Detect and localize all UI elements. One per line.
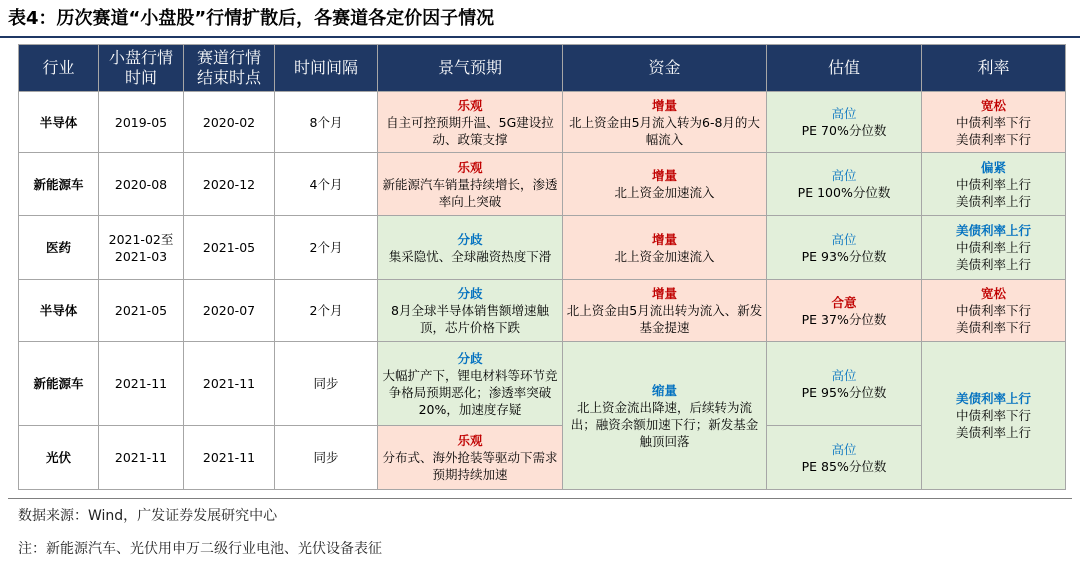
header-track-end (184, 45, 275, 92)
capital-cell (563, 216, 767, 280)
rate-line: 美债利率上行 (955, 193, 1031, 209)
start-cell: 2020-08 (99, 153, 184, 216)
end-cell: 2021-11 (184, 342, 275, 426)
header-text: 小盘行情 时间 (108, 48, 173, 87)
capital-cell (563, 153, 767, 216)
table-row (19, 153, 1066, 216)
table-row (19, 426, 1066, 490)
valuation-text: PE 93%分位数 (801, 248, 887, 264)
sentiment-text: 集采隐忧、全球融资热度下滑 (388, 248, 552, 264)
rate-label: 宽松 (980, 97, 1006, 113)
valuation-text: PE 85%分位数 (801, 458, 887, 474)
interval-cell: 4个月 (275, 153, 378, 216)
valuation-label: 高位 (831, 441, 857, 457)
start-cell: 2021-11 (99, 342, 184, 426)
end-cell: 2020-02 (184, 92, 275, 153)
rate-line: 美债利率上行 (955, 425, 1031, 440)
header-industry: 行业 (19, 45, 99, 92)
capital-label: 增量 (651, 168, 677, 183)
valuation-cell (767, 342, 922, 426)
table-row (19, 280, 1066, 342)
valuation-cell (767, 280, 922, 342)
start-cell: 2021-05 (99, 280, 184, 342)
table-title: 表4：历次赛道“小盘股”行情扩散后，各赛道各定价因子情况 (8, 8, 495, 29)
table-row (19, 92, 1066, 153)
sentiment-cell (378, 426, 563, 490)
valuation-label: 高位 (831, 168, 857, 183)
start-cell (99, 216, 184, 280)
valuation-cell (767, 153, 922, 216)
sentiment-label: 分歧 (457, 350, 483, 366)
sentiment-cell (378, 342, 563, 426)
valuation-label: 高位 (831, 367, 857, 383)
rate-label: 美债利率上行 (955, 223, 1031, 238)
source-divider (8, 498, 1072, 499)
capital-merged-cell (563, 342, 767, 490)
rate-cell (922, 280, 1066, 342)
rate-line: 美债利率下行 (955, 131, 1031, 147)
capital-label: 增量 (651, 231, 677, 247)
rate-label: 偏紧 (980, 159, 1006, 175)
capital-label: 缩量 (651, 382, 677, 398)
header-valuation: 估值 (767, 45, 922, 92)
capital-text: 北上资金流出降速，后续转为流出；融资余额加速下行；新发基金触顶回落 (570, 399, 759, 449)
header-row (19, 45, 1066, 92)
sentiment-text: 自主可控预期升温、5G建设拉动、政策支撑 (386, 114, 554, 147)
end-cell: 2020-12 (184, 153, 275, 216)
start-cell: 2019-05 (99, 92, 184, 153)
capital-label: 增量 (651, 286, 677, 301)
rate-line: 中债利率下行 (955, 114, 1031, 130)
header-smallcap-period (99, 45, 184, 92)
interval-cell: 2个月 (275, 216, 378, 280)
capital-text: 北上资金由5月流入转为6-8月的大幅流入 (569, 114, 760, 147)
rate-cell (922, 216, 1066, 280)
valuation-text: PE 70%分位数 (801, 123, 887, 138)
industry-cell: 新能源车 (19, 153, 99, 216)
industry-cell: 半导体 (19, 92, 99, 153)
sentiment-text: 新能源汽车销量持续增长，渗透率向上突破 (382, 176, 558, 209)
end-cell: 2021-05 (184, 216, 275, 280)
header-capital: 资金 (563, 45, 767, 92)
sentiment-text: 大幅扩产下，锂电材料等环节竞争格局预期恶化；渗透率突破20%，加速度存疑 (382, 367, 558, 417)
valuation-label: 合意 (831, 294, 857, 310)
rate-merged-cell (922, 342, 1066, 490)
capital-text: 北上资金加速流入 (614, 185, 715, 200)
capital-cell (563, 280, 767, 342)
rate-line: 中债利率上行 (955, 176, 1031, 192)
valuation-text: PE 37%分位数 (801, 311, 887, 327)
sentiment-cell (378, 216, 563, 280)
multiline-text: 2021-02至 2021-03 (108, 231, 174, 264)
capital-text: 北上资金加速流入 (614, 248, 715, 264)
sentiment-label: 乐观 (457, 433, 483, 448)
header-text: 赛道行情 结束时点 (196, 48, 261, 87)
interval-cell: 同步 (275, 342, 378, 426)
valuation-text: PE 100%分位数 (797, 185, 891, 200)
end-cell: 2021-11 (184, 426, 275, 490)
rate-cell (922, 153, 1066, 216)
rate-line: 中债利率上行 (955, 240, 1031, 255)
sentiment-label: 乐观 (457, 97, 483, 113)
interval-cell: 同步 (275, 426, 378, 490)
header-sentiment: 景气预期 (378, 45, 563, 92)
valuation-label: 高位 (831, 106, 857, 121)
interval-cell: 8个月 (275, 92, 378, 153)
valuation-label: 高位 (831, 231, 857, 247)
sentiment-text: 分布式、海外抢装等驱动下需求预期持续加速 (382, 450, 558, 482)
sentiment-label: 分歧 (457, 286, 483, 301)
industry-cell: 半导体 (19, 280, 99, 342)
header-interval: 时间间隔 (275, 45, 378, 92)
sentiment-cell (378, 92, 563, 153)
sentiment-cell (378, 280, 563, 342)
table-row (19, 216, 1066, 280)
end-cell: 2020-07 (184, 280, 275, 342)
rate-line: 美债利率上行 (955, 257, 1031, 272)
sentiment-label: 乐观 (457, 159, 483, 175)
source-note: 数据来源：Wind，广发证券发展研究中心 (18, 508, 278, 524)
industry-cell: 新能源车 (19, 342, 99, 426)
rate-label: 宽松 (980, 286, 1006, 301)
footnote: 注：新能源汽车、光伏用申万二级行业电池、光伏设备表征 (18, 541, 382, 557)
sentiment-text: 8月全球半导体销售额增速触顶，芯片价格下跌 (391, 303, 549, 335)
valuation-cell (767, 216, 922, 280)
valuation-cell (767, 92, 922, 153)
title-divider (0, 36, 1080, 38)
industry-cell: 光伏 (19, 426, 99, 490)
capital-text: 北上资金由5月流出转为流入、新发基金提速 (566, 303, 763, 335)
rate-line: 中债利率下行 (955, 303, 1031, 318)
valuation-cell (767, 426, 922, 490)
rate-line: 美债利率下行 (955, 320, 1031, 335)
rate-label: 美债利率上行 (955, 391, 1031, 406)
table-row (19, 342, 1066, 426)
pricing-factor-table (18, 44, 1066, 490)
sentiment-cell (378, 153, 563, 216)
rate-line: 中债利率下行 (955, 408, 1031, 423)
industry-cell: 医药 (19, 216, 99, 280)
valuation-text: PE 95%分位数 (801, 384, 887, 400)
start-cell: 2021-11 (99, 426, 184, 490)
capital-label: 增量 (651, 97, 677, 113)
capital-cell (563, 92, 767, 153)
header-rate: 利率 (922, 45, 1066, 92)
interval-cell: 2个月 (275, 280, 378, 342)
sentiment-label: 分歧 (457, 231, 483, 247)
rate-cell (922, 92, 1066, 153)
